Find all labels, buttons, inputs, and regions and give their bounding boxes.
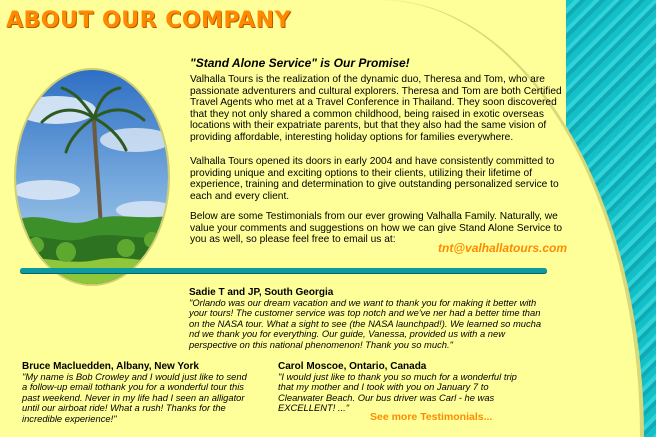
testimonials-intro-paragraph: Below are some Testimonials from our ever growing Valhalla Family. Naturally, we value your comments and suggestions on how we can give Stand Alone Service to you as well, so please feel free to email us at: xyxy=(190,211,563,246)
divider xyxy=(20,268,547,273)
testimonial-quote: "I would just like to thank you so much for a wonderful trip that my mother and I took with you on January 7 to Clearwater Beach. Our bus driver was Carl - he was EXCELLENT! ..." xyxy=(278,371,517,414)
testimonial-author: Sadie T and JP, South Georgia xyxy=(189,287,334,298)
testimonial-author: Carol Moscoe, Ontario, Canada xyxy=(278,361,427,372)
testimonial-quote: "Orlando was our dream vacation and we want to thank you for making it better with your tours! The customer service was top notch and we've ner had a better time than on the NASA tour. What a sight to see (the NASA launchpad!). We learned so mucha nd we thank you for everything. Our guide, Vanessa, provided us with a new perspective on this national phenomenon! Thank you so much." xyxy=(189,297,542,350)
tagline: "Stand Alone Service" is Our Promise! xyxy=(190,56,410,70)
intro-paragraph: Valhalla Tours is the realization of the dynamic duo, Theresa and Tom, who are passionate adventurers and cultural explorers. Theresa and Tom are both Certified Travel Agents who met at a Travel Conference in Thailand. They soon discovered that they not only shared a common childhood, being raised in exotic overseas locations with their expatriate parents, but that they also had the same vision of providing affordable, interesting holiday options for families everywhere. xyxy=(190,74,562,143)
page-title: ABOUT OUR COMPANY xyxy=(6,8,291,33)
history-paragraph: Valhalla Tours opened its doors in early 2004 and have consistently committed to providing unique and exciting options to their clients, utilizing their lifetime of experience, training and determination to give outstanding personalized service to each and every client. xyxy=(190,156,559,202)
see-more-testimonials-link[interactable]: See more Testimonials... xyxy=(370,411,493,423)
palm-tree-photo xyxy=(16,70,168,284)
testimonial-quote: "My name is Bob Crowley and I would just like to send a follow-up email tothank you for a wonderful tour this past weekend. Never in my life had I seen an alligator until our airboat ride! What a rush! Thanks for the incredible experience!" xyxy=(22,371,247,424)
email-link[interactable]: tnt@valhallatours.com xyxy=(438,241,568,255)
testimonial-author: Bruce Macluedden, Albany, New York xyxy=(22,361,199,372)
